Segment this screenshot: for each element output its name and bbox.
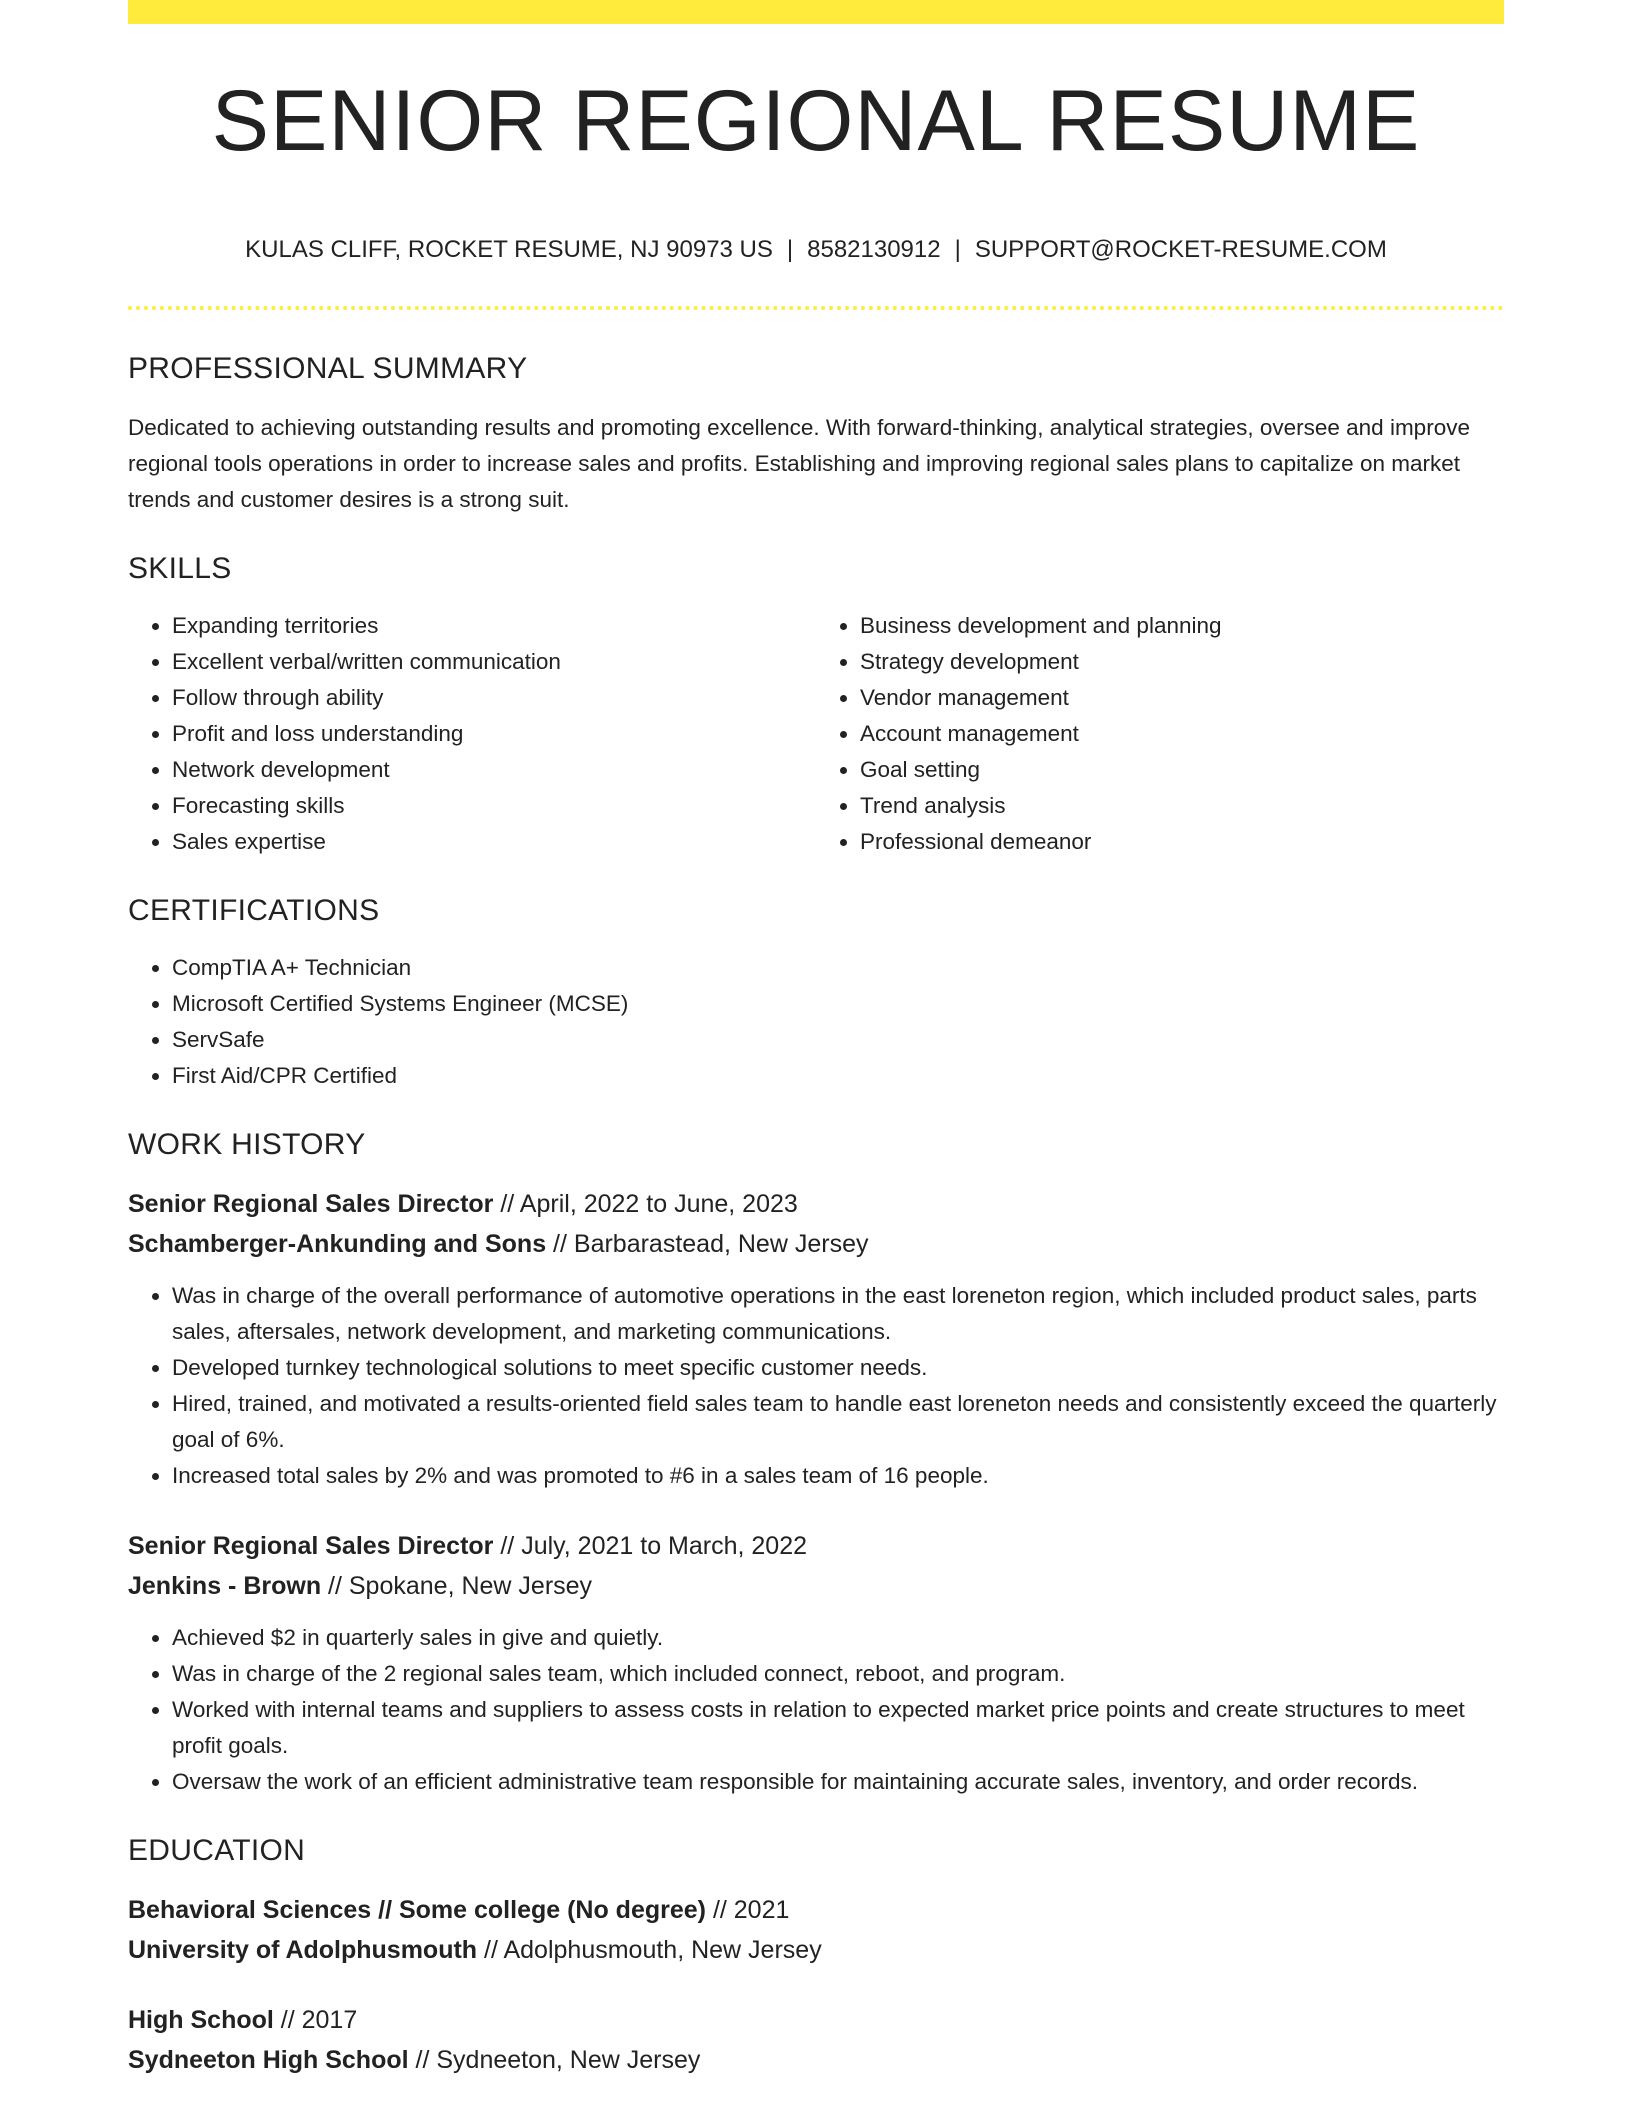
contact-phone: 8582130912 (807, 236, 941, 263)
contact-line (128, 236, 1504, 264)
certifications-heading: CERTIFICATIONS (128, 894, 380, 927)
education-degree-line (128, 1890, 1504, 1930)
job-location: // Spokane, New Jersey (321, 1572, 593, 1600)
education-entry (128, 2000, 1504, 2080)
job-bullet: • Developed turnkey technological solutions to meet specific customer needs. (172, 1350, 1504, 1386)
skill-item: • Excellent verbal/written communication (172, 644, 816, 680)
certifications-section (128, 894, 1504, 1094)
skill-item: • Profit and loss understanding (172, 716, 816, 752)
skill-item: • Sales expertise (172, 824, 816, 860)
resume-title: SENIOR REGIONAL RESUME (211, 73, 1421, 169)
summary-text: Dedicated to achieving outstanding results and promoting excellence. With forward-thinking, analytical strategies, oversee and improve regional tools operations in order to increase sales and profits. Establishing and improving regional sales plans to capitalize on market trends and customer desires is a strong suit. (128, 415, 1470, 512)
job-entry (128, 1184, 1504, 1494)
skills-columns (128, 608, 1504, 860)
job-company-line (128, 1566, 1504, 1606)
skill-item: • Forecasting skills (172, 788, 816, 824)
job-dates: // April, 2022 to June, 2023 (493, 1190, 798, 1218)
education-school-line (128, 1930, 1504, 1970)
certification-item: • ServSafe (172, 1022, 1504, 1058)
contact-separator: | (786, 236, 794, 263)
skills-section (128, 552, 1504, 860)
job-bullet: • Oversaw the work of an efficient administrative team responsible for maintaining accurate sales, inventory, and order records. (172, 1764, 1504, 1800)
accent-bar (128, 0, 1504, 24)
skill-item: • Vendor management (860, 680, 1504, 716)
job-title-line (128, 1526, 1504, 1566)
job-bullet: • Hired, trained, and motivated a results-oriented field sales team to handle east loreneton needs and consistently exceed the quarterly goal of 6%. (172, 1386, 1504, 1458)
work-history-heading: WORK HISTORY (128, 1128, 366, 1161)
skill-item: • Professional demeanor (860, 824, 1504, 860)
job-company: Jenkins - Brown (128, 1572, 322, 1600)
skill-item: • Goal setting (860, 752, 1504, 788)
education-year: // 2021 (706, 1896, 790, 1924)
certification-item: • First Aid/CPR Certified (172, 1058, 1504, 1094)
skill-item: • Account management (860, 716, 1504, 752)
education-year: // 2017 (273, 2006, 358, 2034)
job-company-line (128, 1224, 1504, 1264)
skill-item: • Expanding territories (172, 608, 816, 644)
job-bullets (128, 1620, 1504, 1800)
work-history-section (128, 1128, 1504, 1800)
contact-email: SUPPORT@ROCKET-RESUME.COM (974, 236, 1387, 263)
education-degree: Behavioral Sciences // Some college (No degree) (128, 1896, 706, 1924)
job-bullets (128, 1278, 1504, 1494)
education-entry (128, 1890, 1504, 1970)
certifications-list (128, 950, 1504, 1094)
contact-address: KULAS CLIFF, ROCKET RESUME, NJ 90973 US (245, 236, 773, 263)
education-degree: High School (128, 2006, 274, 2034)
skill-item: • Business development and planning (860, 608, 1504, 644)
certification-item: • Microsoft Certified Systems Engineer (MCSE) (172, 986, 1504, 1022)
education-school-line (128, 2040, 1504, 2080)
education-section (128, 1834, 1504, 2080)
job-entry (128, 1526, 1504, 1800)
education-location: // Adolphusmouth, New Jersey (477, 1936, 822, 1964)
education-school: Sydneeton High School (128, 2046, 409, 2074)
dotted-divider (128, 306, 1504, 310)
job-bullet: • Was in charge of the overall performance of automotive operations in the east loreneton region, which included product sales, parts sales, aftersales, network development, and marketing communications. (172, 1278, 1504, 1350)
job-bullet: • Was in charge of the 2 regional sales team, which included connect, reboot, and program. (172, 1656, 1504, 1692)
skill-item: • Follow through ability (172, 680, 816, 716)
education-heading: EDUCATION (128, 1834, 306, 1867)
resume-body (128, 352, 1504, 2080)
job-company: Schamberger-Ankunding and Sons (128, 1230, 547, 1258)
job-bullet: • Achieved $2 in quarterly sales in give and quietly. (172, 1620, 1504, 1656)
skill-item: • Strategy development (860, 644, 1504, 680)
summary-section (128, 352, 1504, 518)
certification-item: • CompTIA A+ Technician (172, 950, 1504, 986)
skills-list-right (816, 608, 1504, 860)
contact-separator: | (954, 236, 961, 263)
job-location: // Barbarastead, New Jersey (546, 1230, 869, 1258)
skill-item: • Network development (172, 752, 816, 788)
job-title: Senior Regional Sales Director (128, 1532, 494, 1560)
skill-item: • Trend analysis (860, 788, 1504, 824)
education-location: // Sydneeton, New Jersey (408, 2046, 701, 2074)
skills-heading: SKILLS (128, 552, 232, 585)
job-bullet: • Worked with internal teams and suppliers to assess costs in relation to expected market price points and create structures to meet profit goals. (172, 1692, 1504, 1764)
job-bullet: • Increased total sales by 2% and was promoted to #6 in a sales team of 16 people. (172, 1458, 1504, 1494)
summary-heading: PROFESSIONAL SUMMARY (128, 352, 528, 385)
education-degree-line (128, 2000, 1504, 2040)
job-dates: // July, 2021 to March, 2022 (493, 1532, 808, 1560)
education-school: University of Adolphusmouth (128, 1936, 478, 1964)
job-title-line (128, 1184, 1504, 1224)
skills-list-left (128, 608, 816, 860)
job-title: Senior Regional Sales Director (128, 1190, 494, 1218)
